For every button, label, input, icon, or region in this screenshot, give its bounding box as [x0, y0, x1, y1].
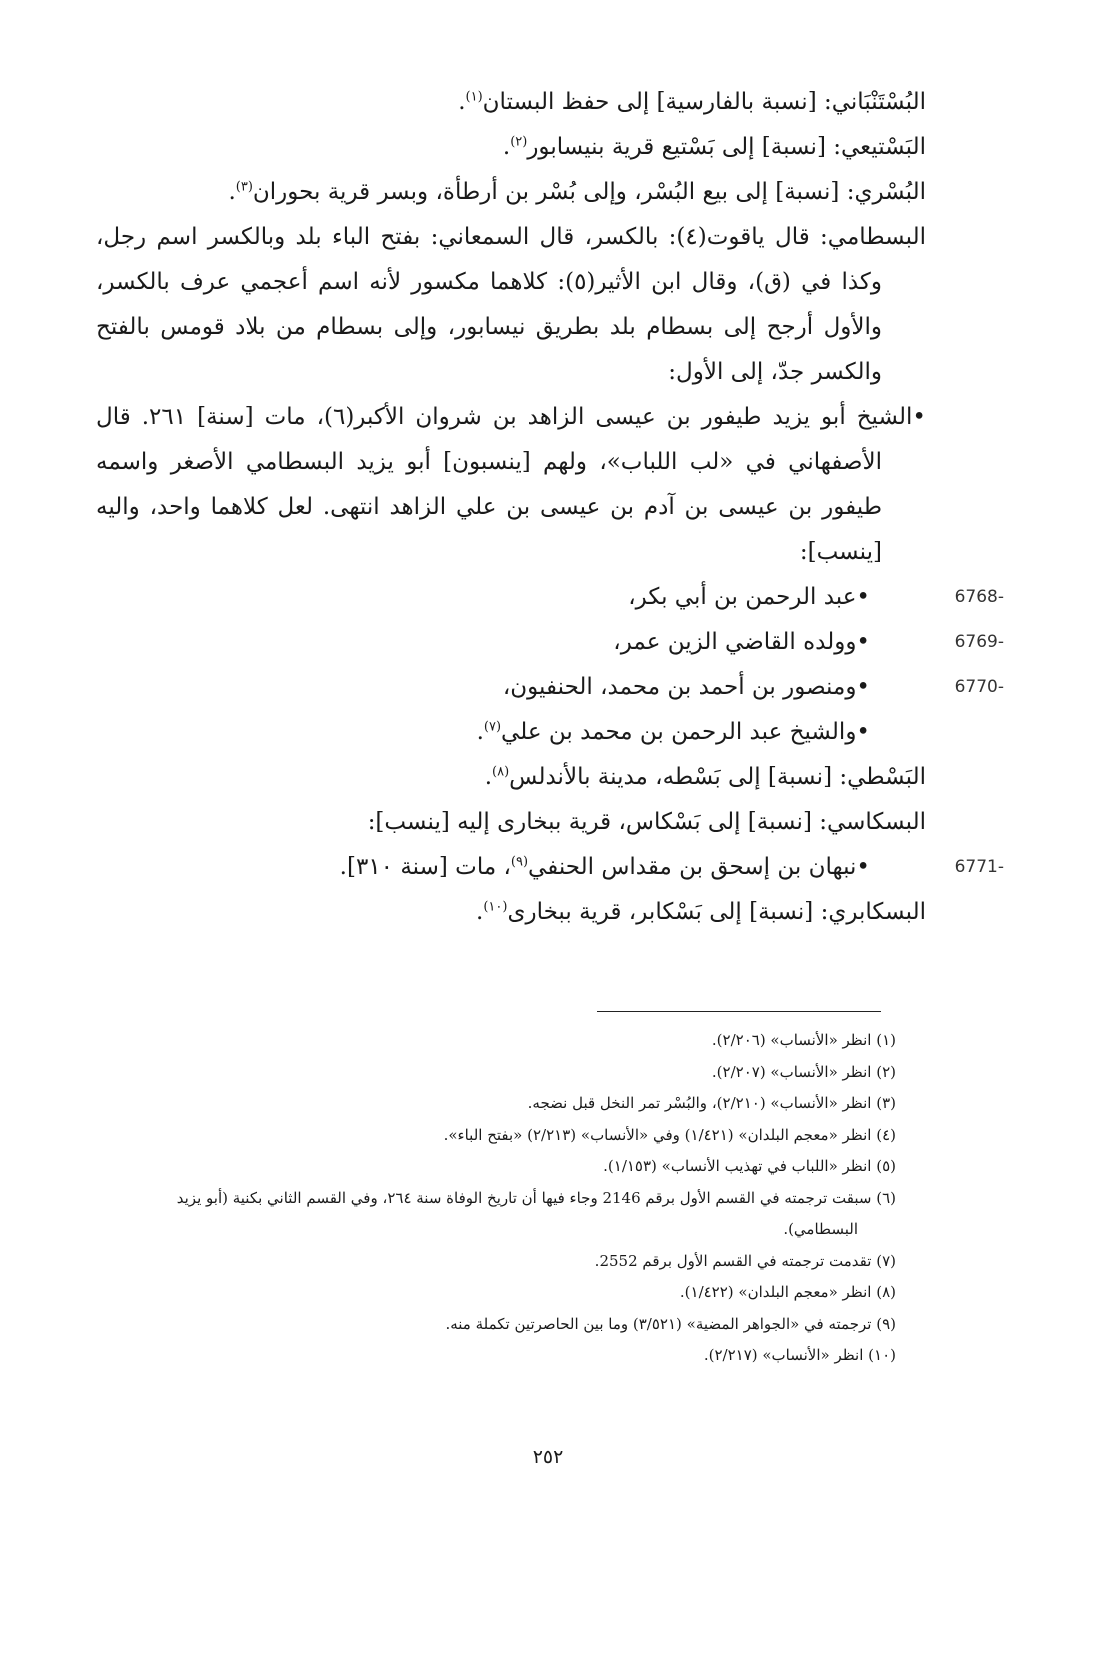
footnote: (٣) انظر «الأنساب» (٢/٢١٠)، والبُسْر تمر النخل قبل نضجه.	[527, 1094, 896, 1112]
footnotes	[106, 1025, 896, 1372]
entry-baskabiri: البسكابري: [نسبة] إلى بَسْكابر، قرية ببخارى$^{(١٠)}$.	[476, 899, 926, 925]
numbered-entry	[96, 845, 1004, 890]
entry-text: ، مات [سنة ٣١٠].	[339, 854, 511, 880]
footnote-ref[interactable]: (٣)	[235, 179, 253, 195]
footnote: (١) انظر «الأنساب» (٢/٢٠٦).	[711, 1031, 896, 1049]
footnote-ref[interactable]: (٩)	[510, 854, 529, 870]
footnote: (٥) انظر «اللباب في تهذيب الأنساب» (١/١٥٣).	[603, 1157, 896, 1175]
numbered-entry	[96, 665, 1004, 710]
entry-text: البَسْتيعي: [نسبة] إلى بَسْتيع قرية بنيسابور	[527, 134, 926, 160]
numbered-entry: •والشيخ عبد الرحمن بن محمد بن علي$^{(٧)}$.	[476, 719, 870, 745]
entry-busri: البُسْري: [نسبة] إلى بيع البُسْر، وإلى بُسْر بن أرطأة، وبسر قرية بحوران$^{(٣)}$.	[228, 179, 926, 205]
footnote: (٢) انظر «الأنساب» (٢/٢٠٧).	[711, 1062, 896, 1081]
entry-number: 6771-	[954, 857, 1004, 877]
footnote-ref[interactable]: (١)	[465, 89, 483, 105]
entry-number: 6769-	[954, 632, 1004, 652]
footnote-ref[interactable]: (٨)	[492, 764, 510, 780]
footnote: (١٠) انظر «الأنساب» (٢/٢١٧).	[703, 1346, 896, 1364]
entry-bastii: البَسْتيعي: [نسبة] إلى بَسْتيع قرية بنيسابور$^{(٢)}$.	[502, 134, 926, 160]
person-abu-yazid: •الشيخ أبو يزيد طيفور بن عيسى الزاهد بن شروان الأكبر(٦)، مات [سنة] ٢٦١. قال الأصفهاني في «لب اللباب»، ولهم [ينسبون] أبو يزيد البسطامي الأصغر واسمه طيفور بن عيسى بن آدم بن عيسى بن علي الزاهد انتهى. لعل كلاهما واحد، واليه [ينسب]:	[96, 404, 926, 565]
entry-bustanbani: البُسْتَنْبَاني: [نسبة بالفارسية] إلى حفظ البستان$^{(١)}$.	[458, 89, 926, 115]
entry-text: البَسْطي: [نسبة] إلى بَسْطه، مدينة بالأندلس	[509, 764, 926, 790]
footnote-ref[interactable]: (٧)	[483, 719, 502, 735]
main-text	[96, 80, 1004, 935]
entry-text: •وولده القاضي الزين عمر،	[613, 629, 870, 655]
entry-text: •نبهان بن إسحق بن مقداس الحنفي	[528, 854, 870, 880]
entry-baskasi: البسكاسي: [نسبة] إلى بَسْكاس، قرية ببخارى إليه [ينسب]:	[367, 809, 926, 835]
entry-number: 6768-	[954, 587, 1004, 607]
footnote: (٨) انظر «معجم البلدان» (١/٤٢٢).	[679, 1283, 896, 1301]
page-number: ٢٥٢	[532, 1446, 564, 1468]
footnote: (٩) ترجمته في «الجواهر المضية» (٣/٥٢١) وما بين الحاصرتين تكملة منه.	[445, 1314, 896, 1333]
footnote: (٤) انظر «معجم البلدان» (١/٤٢١) وفي «الأنساب» (٢/٢١٣) «بفتح الباء».	[443, 1125, 896, 1144]
entry-text: البُسْري: [نسبة] إلى بيع البُسْر، وإلى بُسْر بن أرطأة، وبسر قرية بحوران	[252, 179, 926, 205]
entry-text: البُسْتَنْبَاني: [نسبة بالفارسية] إلى حفظ البستان	[482, 89, 926, 115]
entry-number: 6770-	[954, 677, 1004, 697]
footnote: (٧) تقدمت ترجمته في القسم الأول برقم 2552.	[594, 1251, 896, 1270]
footnote: (٦) سبقت ترجمته في القسم الأول برقم 2146 وجاء فيها أن تاريخ الوفاة سنة ٢٦٤، وفي القسم الثاني بكنية (أبو يزيد البسطامي).	[176, 1188, 896, 1238]
numbered-entry	[96, 620, 1004, 665]
footnote-ref[interactable]: (٢)	[510, 134, 528, 150]
entry-text: •ومنصور بن أحمد بن محمد، الحنفيون،	[502, 674, 870, 700]
entry-bistami: البسطامي: قال ياقوت(٤): بالكسر، قال السمعاني: بفتح الباء بلد وبالكسر اسم رجل، وكذا في (ق)، وقال ابن الأثير(٥): كلاهما مكسور لأنه اسم أعجمي عرف بالكسر، والأول أرجح إلى بسطام بلد بطريق نيسابور، وإلى بسطام من بلاد قومس بالفتح والكسر جدّ، إلى الأول:	[96, 224, 927, 385]
entry-basti: البَسْطي: [نسبة] إلى بَسْطه، مدينة بالأندلس$^{(٨)}$.	[484, 764, 926, 790]
footnote-separator	[597, 1011, 881, 1012]
entry-text: •والشيخ عبد الرحمن بن محمد بن علي	[501, 719, 870, 745]
footnote-ref[interactable]: (١٠)	[483, 899, 508, 915]
numbered-entry	[96, 575, 1004, 620]
entry-text: •عبد الرحمن بن أبي بكر،	[628, 584, 870, 610]
entry-text: البسكابري: [نسبة] إلى بَسْكابر، قرية ببخارى	[507, 899, 926, 925]
